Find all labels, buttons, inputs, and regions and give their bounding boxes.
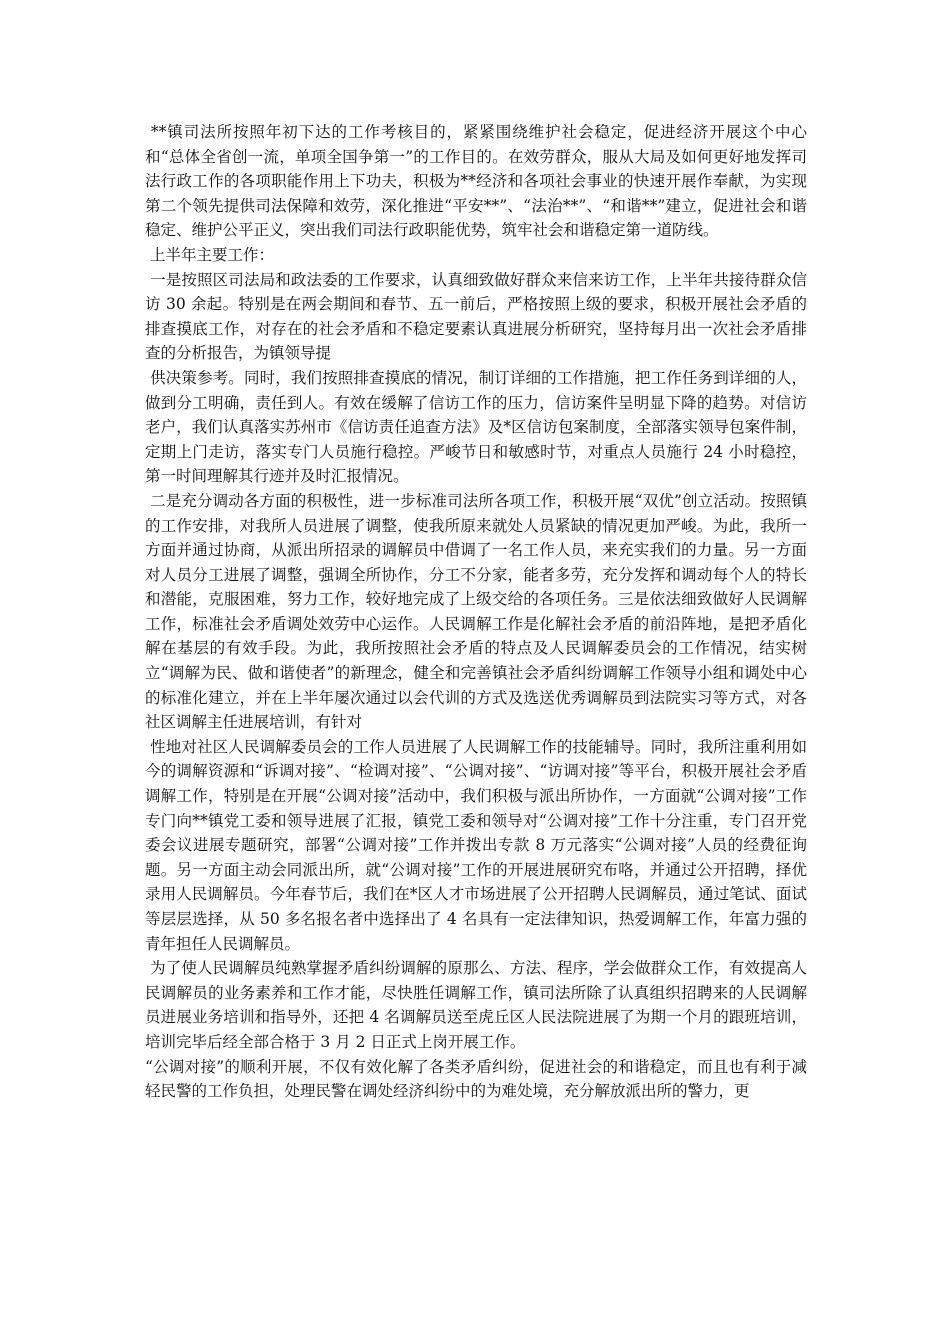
document-body [145,120,807,1104]
paragraph-petitions: 一是按照区司法局和政法委的工作要求，认真细致做好群众来信来访工作，上半年共接待群众信访 30 余起。特别是在两会期间和春节、五一前后，严格按照上级的要求，积极开展社会矛盾的排查摸底工作，对存在的社会矛盾和不稳定要素认真进展分析研究，坚持每月出一次社会矛盾排查的分析报告，为镇领导提 [145,270,807,363]
paragraph-training: 为了使人民调解员纯熟掌握矛盾纠纷调解的原那么、方法、程序，学会做群众工作，有效提高人民调解员的业务素养和工作才能，尽快胜任调解工作，镇司法所除了认真组织招聘来的人民调解员进展业务培训和指导外，还把 4 名调解员送至虎丘区人民法院进展了为期一个月的跟班培训，培训完毕后经全部合格于 3 月 2 日正式上岗开展工作。 [145,959,807,1051]
paragraph-mediation: 二是充分调动各方面的积极性，进一步标准司法所各项工作，积极开展“双优”创立活动。按照镇的工作安排，对我所人员进展了调整，使我所原来就处人员紧缺的情况更加严峻。为此，我所一方面并通过协商，从派出所招录的调解员中借调了一名工作人员，来充实我们的力量。另一方面对人员分工进展了调整，强调全所协作，分工不分家，能者多劳，充分发挥和调动每个人的特长和潜能，克服困难，努力工作，较好地完成了上级交给的各项任务。三是依法细致做好人民调解工作，标准社会矛盾调处效劳中心运作。人民调解工作是化解社会矛盾的前沿阵地，是把矛盾化解在基层的有效手段。为此，我所按照社会矛盾的特点及人民调解委员会的工作情况，结实树立“调解为民、做和谐使者”的新理念，健全和完善镇社会矛盾纠纷调解工作领导小组和调处中心的标准化建立，并在上半年屡次通过以会代训的方式及选送优秀调解员到法院实习等方式，对各社区调解主任进展培训，有针对 [145,491,807,732]
paragraph-results: “公调对接”的顺利开展，不仅有效化解了各类矛盾纠纷，促进社会的和谐稳定，而且也有利于减轻民警的工作负担，处理民警在调处经济纠纷中的为难处境，充分解放派出所的警力，更 [145,1057,807,1101]
paragraph-petitions-continued: 供决策参考。同时，我们按照排查摸底的情况，制订详细的工作措施，把工作任务到详细的人，做到分工明确，责任到人。有效在缓解了信访工作的压力，信访案件呈明显下降的趋势。对信访老户，我们认真落实苏州市《信访责任追查方法》及*区信访包案制度，全部落实领导包案件制，定期上门走访，落实专门人员施行稳控。严峻节日和敏感时节，对重点人员施行 24 小时稳控，第一时间理解其行迹并及时汇报情况。 [145,368,807,486]
paragraph-mediation-continued: 性地对社区人民调解委员会的工作人员进展了人民调解工作的技能辅导。同时，我所注重利用如今的调解资源和“诉调对接”、“检调对接”、“公调对接”、“访调对接”等平台，积极开展社会矛盾调解工作，特别是在开展“公调对接”活动中，我们积极与派出所协作，一方面就“公调对接”工作专门向**镇党工委和领导进展了汇报，镇党工委和领导对“公调对接”工作十分注重，专门召开党委会议进展专题研究，部署“公调对接”工作并拨出专款 8 万元落实“公调对接”人员的经费征询题。另一方面主动会同派出所，就“公调对接”工作的开展进展研究布咯，并通过公开招聘，择优录用人民调解员。今年春节后，我们在*区人才市场进展了公开招聘人民调解员，通过笔试、面试等层层选择，从 50 多名报名者中选择出了 4 名具有一定法律知识，热爱调解工作，年富力强的青年担任人民调解员。 [145,737,807,953]
paragraph-intro: **镇司法所按照年初下达的工作考核目的，紧紧围绕维护社会稳定，促进经济开展这个中心和“总体全省创一流，单项全国争第一”的工作目的。在效劳群众，服从大局及如何更好地发挥司法行政工作的各项职能作用上下功夫，积极为**经济和各项社会事业的快速开展作奉献，为实现第二个领先提供司法保障和效劳，深化推进“平安**”、“法治**”、“和谐**”建立，促进社会和谐稳定、维护公平正义，突出我们司法行政职能优势，筑牢社会和谐稳定第一道防线。 [145,123,807,240]
section-heading: 上半年主要工作： [145,245,274,264]
